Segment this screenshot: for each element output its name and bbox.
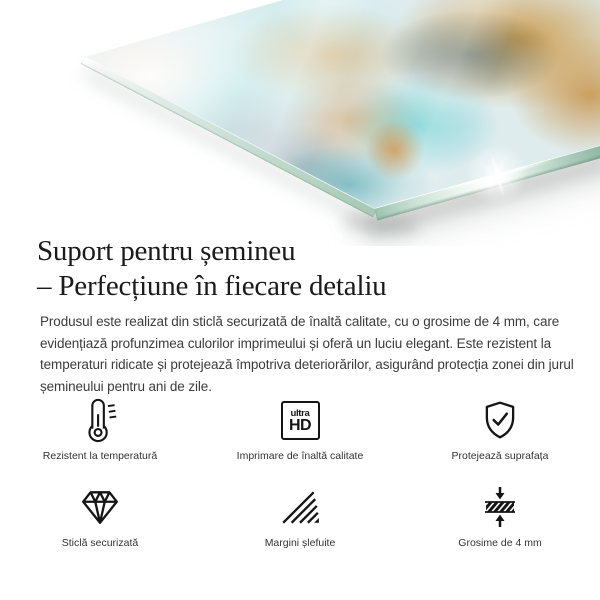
diamond-icon — [79, 481, 121, 533]
polished-edges-icon — [279, 481, 321, 533]
shield-check-icon — [479, 394, 521, 446]
feature-label: Margini șlefuite — [264, 537, 336, 549]
feature-tempered-glass — [62, 481, 138, 550]
feature-thickness — [458, 481, 541, 550]
title-line-2: – Perfecțiune în fiecare detaliu — [37, 270, 387, 302]
feature-label: Protejează suprafața — [451, 450, 549, 462]
feature-print-quality — [237, 394, 364, 463]
feature-temperature — [43, 394, 157, 463]
feature-label: Rezistent la temperatură — [42, 450, 158, 462]
feature-surface-protection — [452, 394, 549, 463]
features-grid — [0, 394, 600, 550]
ultra-hd-icon: ultra HD — [281, 394, 320, 446]
feature-label: Imprimare de înaltă calitate — [236, 450, 364, 462]
feature-label: Sticlă securizată — [61, 537, 139, 549]
feature-polished-edges — [265, 481, 336, 550]
page-title — [37, 234, 386, 304]
thermometer-icon — [82, 394, 118, 446]
product-description: Produsul este realizat din sticlă securizată de înaltă calitate, cu o grosime de 4 mm, care evidențiază profunzimea culorilor imprimeului și oferă un luciu elegant. Este rezistent la temperaturi ridicate și protejează împotriva deteriorărilor, asigurând protecția zonei din jurul șemineului pentru ani de zile. — [40, 314, 574, 394]
hero-image — [0, 0, 600, 246]
feature-label: Grosime de 4 mm — [458, 537, 542, 549]
compress-arrows-icon — [480, 481, 520, 533]
title-line-1: Suport pentru șemineu — [37, 235, 296, 267]
